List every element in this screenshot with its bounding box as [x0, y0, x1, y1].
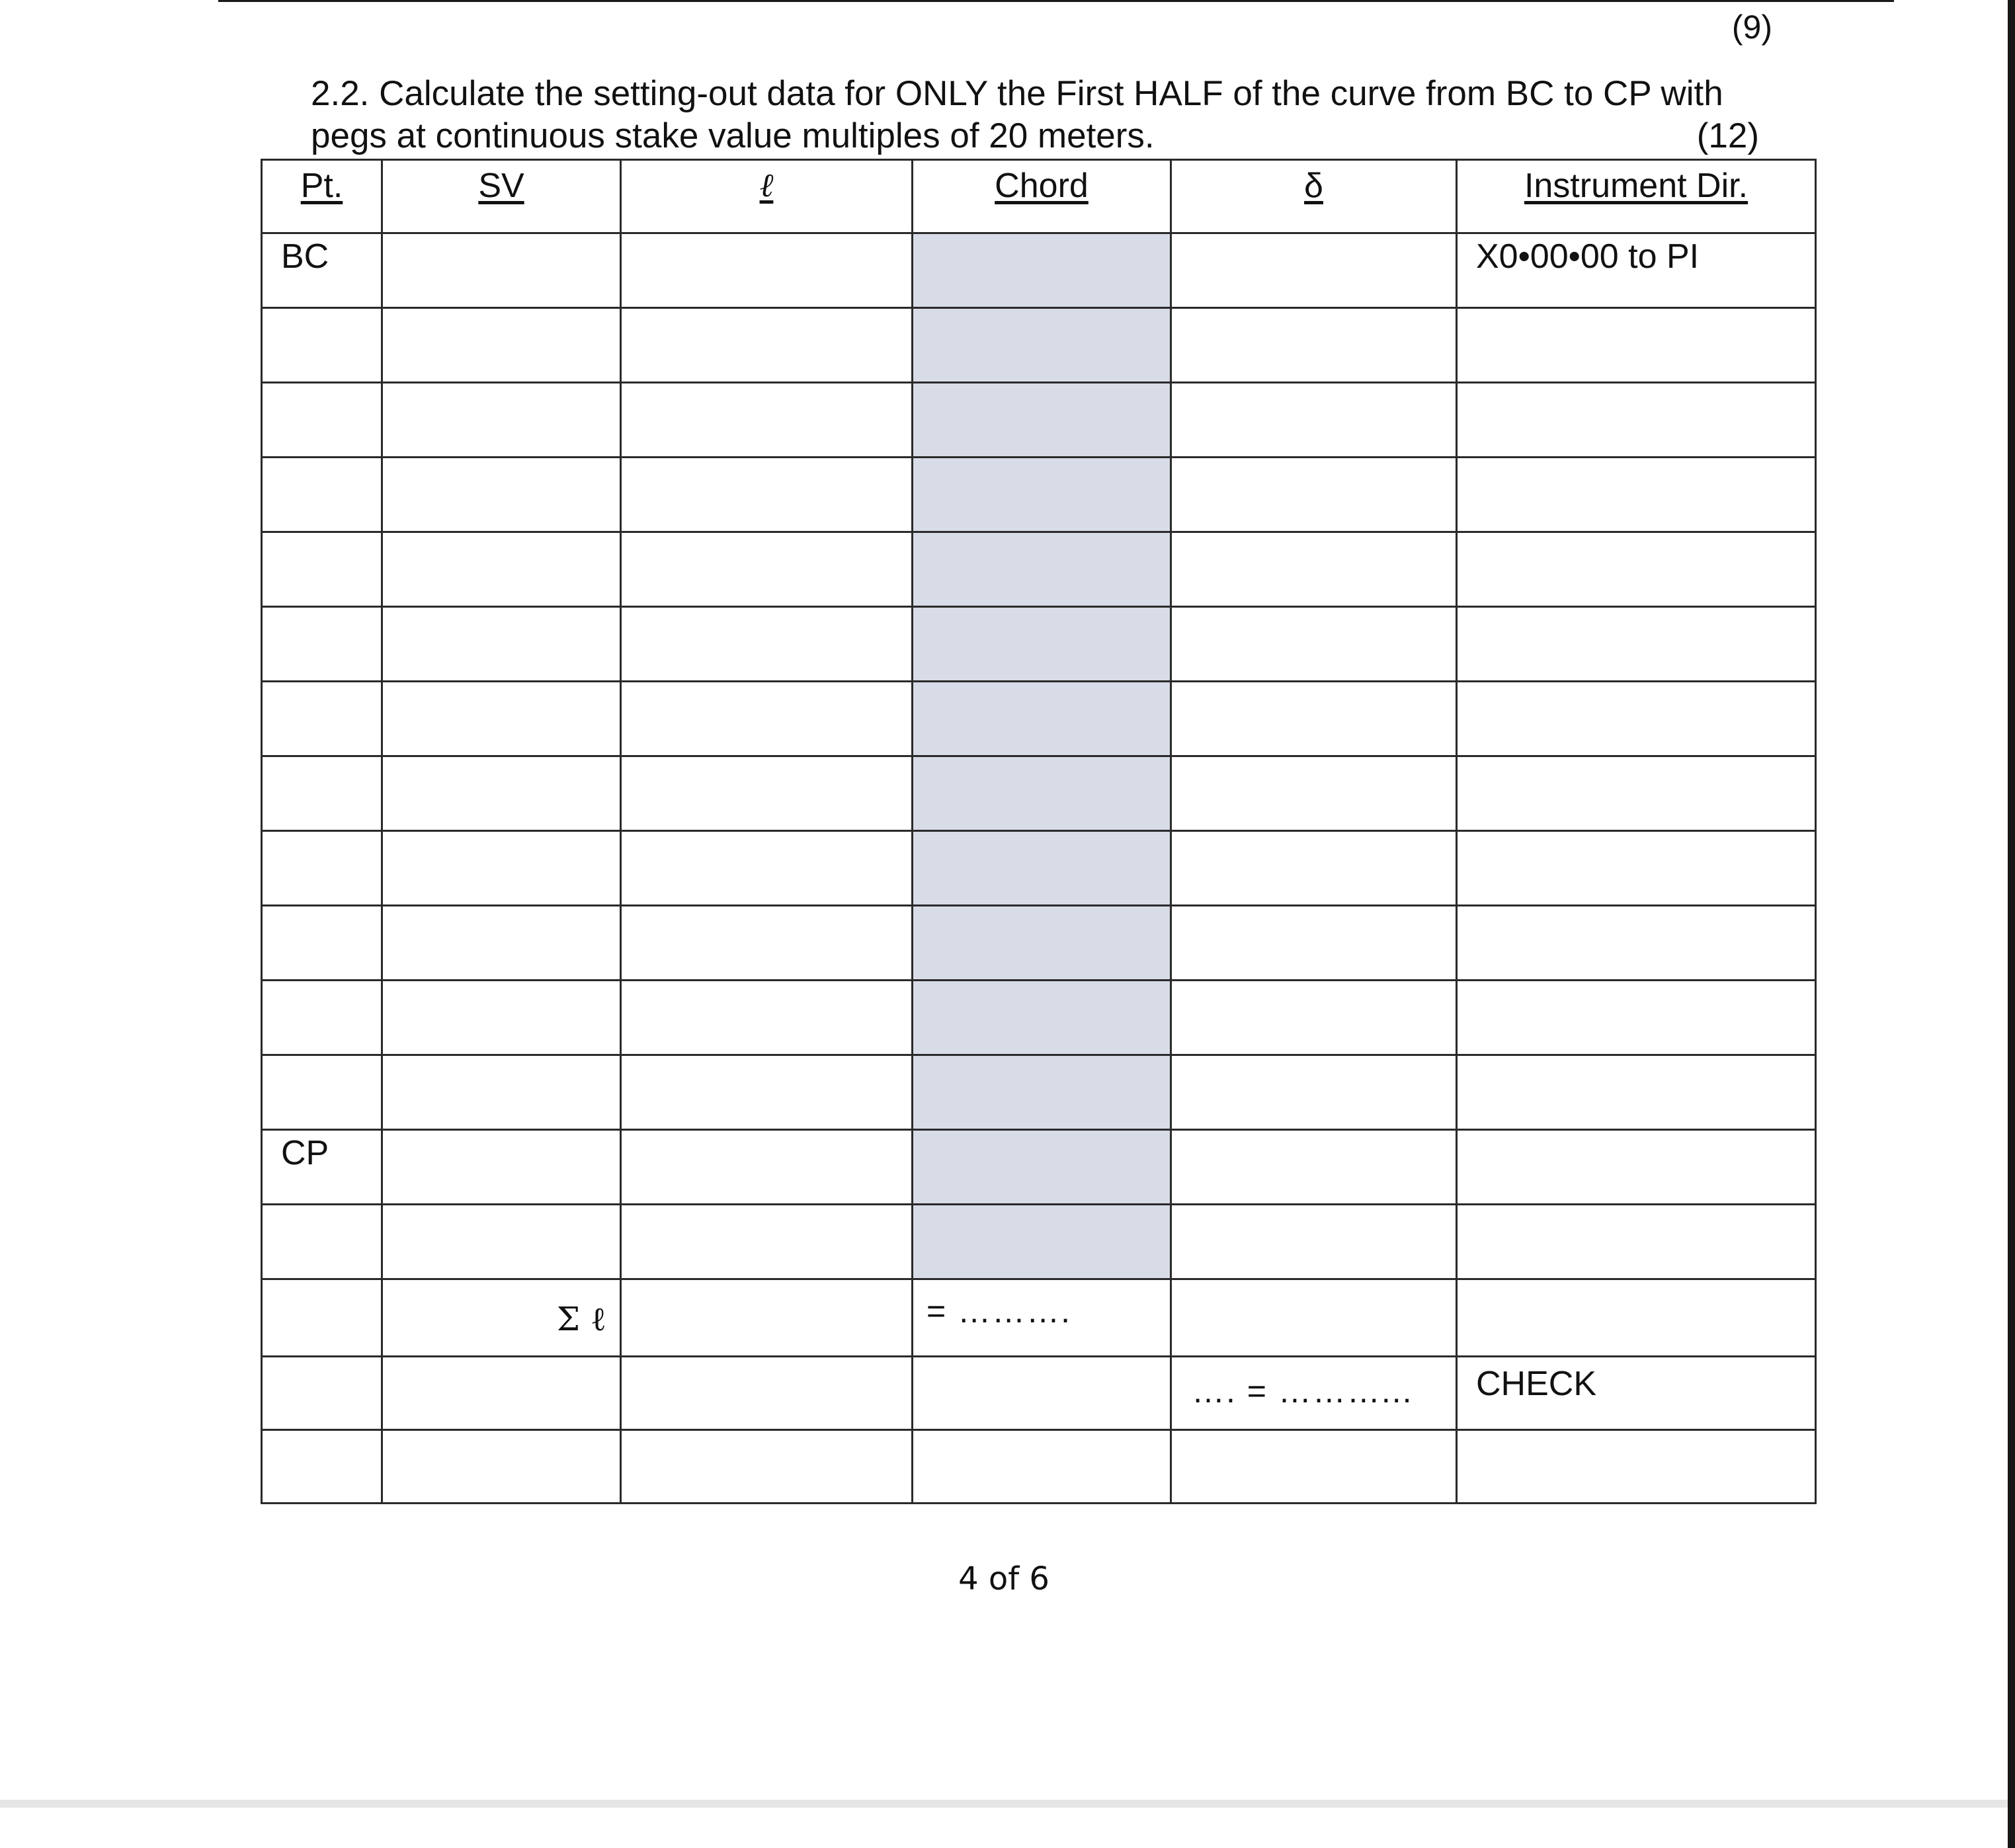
cell-pt[interactable] — [262, 308, 382, 383]
cell-instrument[interactable] — [1457, 1055, 1816, 1130]
sum-cell-sv[interactable] — [382, 1279, 621, 1357]
cell-ell[interactable] — [621, 233, 913, 308]
cell-instrument[interactable] — [1457, 1130, 1816, 1205]
cell-ell[interactable] — [621, 1205, 913, 1279]
cell-delta[interactable] — [1171, 308, 1457, 383]
table-row — [262, 607, 1816, 682]
cell-sv[interactable] — [382, 383, 621, 458]
cell-pt[interactable] — [262, 607, 382, 682]
sum-arc-label: Σ ℓ — [556, 1300, 606, 1338]
cell-instrument[interactable] — [1457, 233, 1816, 308]
cell-delta[interactable] — [1171, 981, 1457, 1055]
cell-chord[interactable] — [913, 981, 1171, 1055]
cell-pt[interactable] — [262, 682, 382, 756]
table-row — [262, 981, 1816, 1055]
cell-pt[interactable] — [262, 458, 382, 532]
cell-ell[interactable] — [621, 831, 913, 906]
cell-chord[interactable] — [913, 682, 1171, 756]
empty-cell[interactable] — [1171, 1430, 1457, 1504]
cell-instrument[interactable] — [1457, 1205, 1816, 1279]
cell-sv[interactable] — [382, 532, 621, 607]
header-arc-length: ℓ — [621, 160, 913, 233]
cell-pt[interactable] — [262, 831, 382, 906]
cell-delta[interactable] — [1171, 682, 1457, 756]
cell-ell[interactable] — [621, 981, 913, 1055]
question-line-2: pegs at continuous stake value multiples of 20 meters. — [311, 116, 1155, 155]
viewer-bottom-bar — [0, 1800, 2008, 1808]
cell-delta[interactable] — [1171, 1055, 1457, 1130]
table-row — [262, 1130, 1816, 1205]
cell-sv[interactable] — [382, 981, 621, 1055]
cell-instrument[interactable] — [1457, 981, 1816, 1055]
header-delta: δ — [1171, 160, 1457, 233]
cell-chord[interactable] — [913, 383, 1171, 458]
cell-delta[interactable] — [1171, 383, 1457, 458]
cell-chord[interactable] — [913, 233, 1171, 308]
cell-sv[interactable] — [382, 233, 621, 308]
cell-ell[interactable] — [621, 1130, 913, 1205]
point-label: CP — [281, 1134, 329, 1172]
check-cell-delta[interactable] — [1171, 1357, 1457, 1430]
cell-pt[interactable] — [262, 233, 382, 308]
table-row — [262, 458, 1816, 532]
sum-cell-instrument[interactable] — [1457, 1279, 1816, 1357]
page-number: 4 of 6 — [958, 1560, 1049, 1597]
cell-ell[interactable] — [621, 682, 913, 756]
cell-chord[interactable] — [913, 1205, 1171, 1279]
check-cell-chord[interactable] — [913, 1357, 1171, 1430]
table-row — [262, 906, 1816, 981]
cell-delta[interactable] — [1171, 532, 1457, 607]
previous-question-marks: (9) — [1731, 9, 1772, 46]
delta-check-equation: …. = ………... — [1192, 1373, 1413, 1410]
cell-delta[interactable] — [1171, 756, 1457, 831]
page-right-edge — [2008, 0, 2015, 1848]
check-cell-instrument[interactable] — [1457, 1357, 1816, 1430]
question-line-1: 2.2. Calculate the setting-out data for ONLY the First HALF of the curve from BC to CP with — [311, 74, 1723, 113]
cell-instrument[interactable] — [1457, 906, 1816, 981]
question-line-2-wrap — [311, 115, 1766, 157]
check-cell-sv[interactable] — [382, 1357, 621, 1430]
sum-row — [262, 1279, 1816, 1357]
point-label: BC — [281, 237, 329, 276]
cell-delta[interactable] — [1171, 831, 1457, 906]
cell-sv[interactable] — [382, 831, 621, 906]
cell-pt[interactable] — [262, 906, 382, 981]
cell-ell[interactable] — [621, 906, 913, 981]
question-marks: (12) — [1696, 116, 1759, 155]
table-row — [262, 1205, 1816, 1279]
cell-instrument[interactable] — [1457, 383, 1816, 458]
cell-pt[interactable] — [262, 1055, 382, 1130]
cell-ell[interactable] — [621, 308, 913, 383]
cell-chord[interactable] — [913, 1055, 1171, 1130]
sum-cell-delta[interactable] — [1171, 1279, 1457, 1357]
cell-chord[interactable] — [913, 458, 1171, 532]
cell-pt[interactable] — [262, 1130, 382, 1205]
cell-delta[interactable] — [1171, 1130, 1457, 1205]
check-label: CHECK — [1476, 1365, 1597, 1403]
cell-delta[interactable] — [1171, 233, 1457, 308]
cell-pt[interactable] — [262, 756, 382, 831]
empty-cell[interactable] — [621, 1430, 913, 1504]
table-row — [262, 532, 1816, 607]
cell-pt[interactable] — [262, 981, 382, 1055]
cell-delta[interactable] — [1171, 607, 1457, 682]
cell-instrument[interactable] — [1457, 607, 1816, 682]
cell-delta[interactable] — [1171, 906, 1457, 981]
cell-delta[interactable] — [1171, 458, 1457, 532]
cell-sv[interactable] — [382, 1055, 621, 1130]
sum-cell-chord[interactable] — [913, 1279, 1171, 1357]
cell-instrument[interactable] — [1457, 458, 1816, 532]
cell-ell[interactable] — [621, 756, 913, 831]
table-row — [262, 831, 1816, 906]
cell-instrument[interactable] — [1457, 831, 1816, 906]
cell-chord[interactable] — [913, 532, 1171, 607]
sum-equals-blank: = ………. — [926, 1293, 1071, 1330]
cell-ell[interactable] — [621, 458, 913, 532]
table-header-row — [262, 160, 1816, 233]
table-row — [262, 756, 1816, 831]
check-row — [262, 1357, 1816, 1430]
empty-cell[interactable] — [262, 1430, 382, 1504]
instrument-direction: X0•00•00 to PI — [1476, 237, 1700, 276]
cell-sv[interactable] — [382, 607, 621, 682]
empty-cell[interactable] — [913, 1430, 1171, 1504]
cell-instrument[interactable] — [1457, 682, 1816, 756]
table-row-empty — [262, 1430, 1816, 1504]
table-row — [262, 308, 1816, 383]
table-row — [262, 1055, 1816, 1130]
cell-sv[interactable] — [382, 458, 621, 532]
setting-out-table — [261, 159, 1817, 1504]
cell-sv[interactable] — [382, 682, 621, 756]
cell-chord[interactable] — [913, 1130, 1171, 1205]
sum-cell-ell[interactable] — [621, 1279, 913, 1357]
cell-instrument[interactable] — [1457, 532, 1816, 607]
cell-sv[interactable] — [382, 1205, 621, 1279]
empty-cell[interactable] — [1457, 1430, 1816, 1504]
table-row — [262, 233, 1816, 308]
top-rule — [218, 0, 1894, 2]
cell-sv[interactable] — [382, 906, 621, 981]
cell-chord[interactable] — [913, 831, 1171, 906]
cell-chord[interactable] — [913, 607, 1171, 682]
empty-cell[interactable] — [382, 1430, 621, 1504]
question-2-2 — [311, 73, 1766, 157]
cell-sv[interactable] — [382, 1130, 621, 1205]
cell-chord[interactable] — [913, 308, 1171, 383]
cell-chord[interactable] — [913, 756, 1171, 831]
header-instrument-dir: Instrument Dir. — [1457, 160, 1816, 233]
header-sv: SV — [382, 160, 621, 233]
cell-sv[interactable] — [382, 756, 621, 831]
header-chord: Chord — [913, 160, 1171, 233]
table-row — [262, 682, 1816, 756]
cell-ell[interactable] — [621, 1055, 913, 1130]
cell-pt[interactable] — [262, 383, 382, 458]
cell-sv[interactable] — [382, 308, 621, 383]
cell-ell[interactable] — [621, 532, 913, 607]
check-cell-ell[interactable] — [621, 1357, 913, 1430]
cell-chord[interactable] — [913, 906, 1171, 981]
table-row — [262, 383, 1816, 458]
cell-instrument[interactable] — [1457, 756, 1816, 831]
cell-ell[interactable] — [621, 607, 913, 682]
check-cell-pt[interactable] — [262, 1357, 382, 1430]
cell-instrument[interactable] — [1457, 308, 1816, 383]
cell-delta[interactable] — [1171, 1205, 1457, 1279]
cell-ell[interactable] — [621, 383, 913, 458]
cell-pt[interactable] — [262, 532, 382, 607]
sum-cell-pt[interactable] — [262, 1279, 382, 1357]
cell-pt[interactable] — [262, 1205, 382, 1279]
header-pt: Pt. — [262, 160, 382, 233]
